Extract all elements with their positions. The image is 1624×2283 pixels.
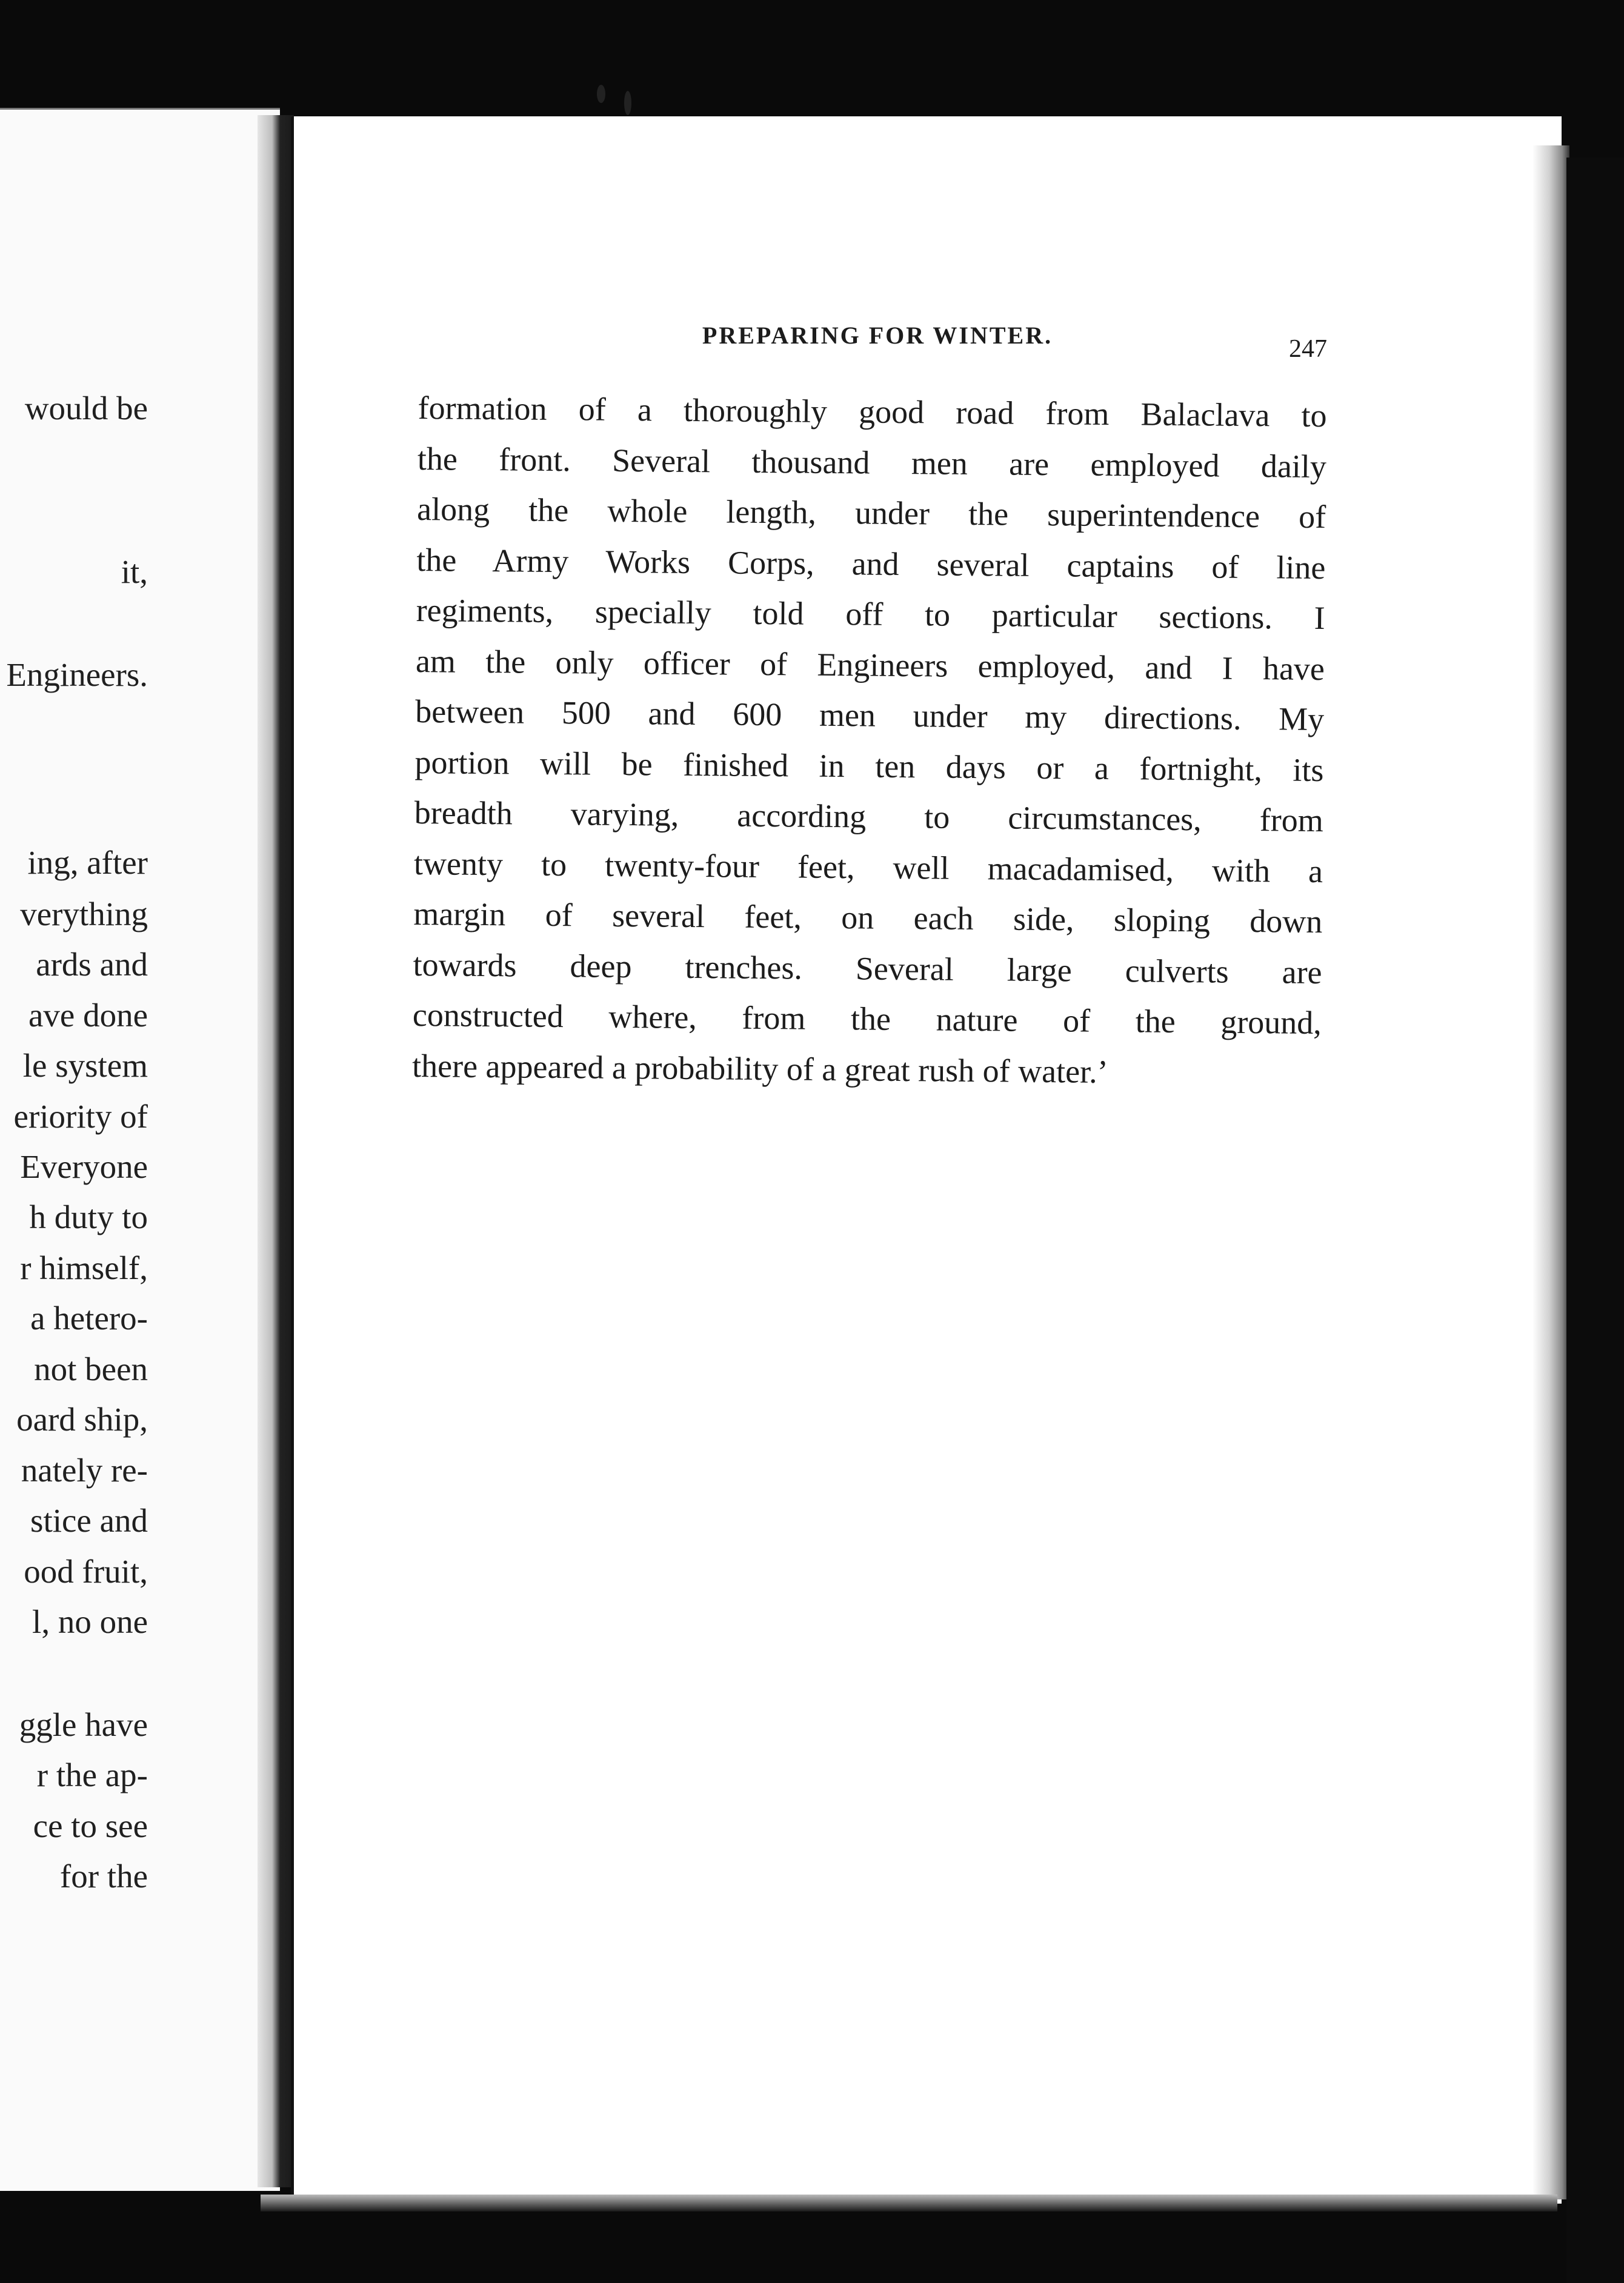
left-line: Engineers. [6,656,148,693]
left-line: l, no one [32,1603,148,1640]
left-line: it, [121,553,148,590]
text-line: portion will be finished in ten days or a fortnight, its [414,743,1324,788]
text-line: breadth varying, according to circumstances, from [414,794,1324,839]
text-line: am the only officer of Engineers employed, and I have [415,642,1325,687]
left-line: r himself, [20,1249,148,1286]
left-line: ing, after [27,844,148,881]
left-page [0,108,280,2191]
ink-blot [624,91,631,115]
running-head: PREPARING FOR WINTER. [702,322,1053,349]
text-line: along the whole length, under the superintendence of [416,490,1326,536]
text-line: formation of a thoroughly good road from Balaclava to [418,389,1327,434]
left-line: h duty to [29,1198,148,1235]
page-number: 247 [1289,335,1327,363]
left-line: ood fruit, [24,1553,148,1590]
left-line: ce to see [33,1807,148,1844]
left-line: Everyone [20,1148,148,1185]
ink-blot [597,85,605,103]
left-line: would be [24,390,148,427]
left-line: r the ap- [36,1756,148,1793]
left-line: ave done [28,997,148,1034]
page-stack-edge [1566,158,1624,2283]
left-line: ards and [36,946,148,983]
left-line: a hetero- [30,1300,148,1337]
left-line: for the [59,1858,148,1895]
text-line: the Army Works Corps, and several captains of line [416,541,1326,586]
left-line: le system [22,1047,148,1084]
book-gutter [258,115,294,2187]
text-line: regiments, specially told off to particular sections. I [416,591,1325,637]
left-line: eriority of [13,1098,148,1135]
text-line: twenty to twenty-four feet, well macadamised, with a [413,845,1323,889]
left-line: ggle have [19,1706,148,1743]
text-line: between 500 and 600 men under my directions. My [415,693,1325,738]
left-line: nately re- [21,1452,148,1489]
text-line: towards deep trenches. Several large culverts are [413,946,1322,991]
left-line: verything [20,896,148,932]
left-line: stice and [30,1502,148,1539]
left-line: oard ship, [16,1401,148,1438]
page-bottom-shadow [261,2195,1557,2212]
body-paragraph [412,383,1327,1099]
page-edge-shadow [1533,145,1569,2199]
text-line: the front. Several thousand men are employed daily [417,440,1327,485]
text-line: there appeared a probability of a great rush of water.’ [411,1047,1108,1090]
text-line: margin of several feet, on each side, sloping down [413,895,1323,940]
text-line: constructed where, from the nature of the ground, [412,996,1322,1042]
left-line: not been [34,1351,148,1387]
